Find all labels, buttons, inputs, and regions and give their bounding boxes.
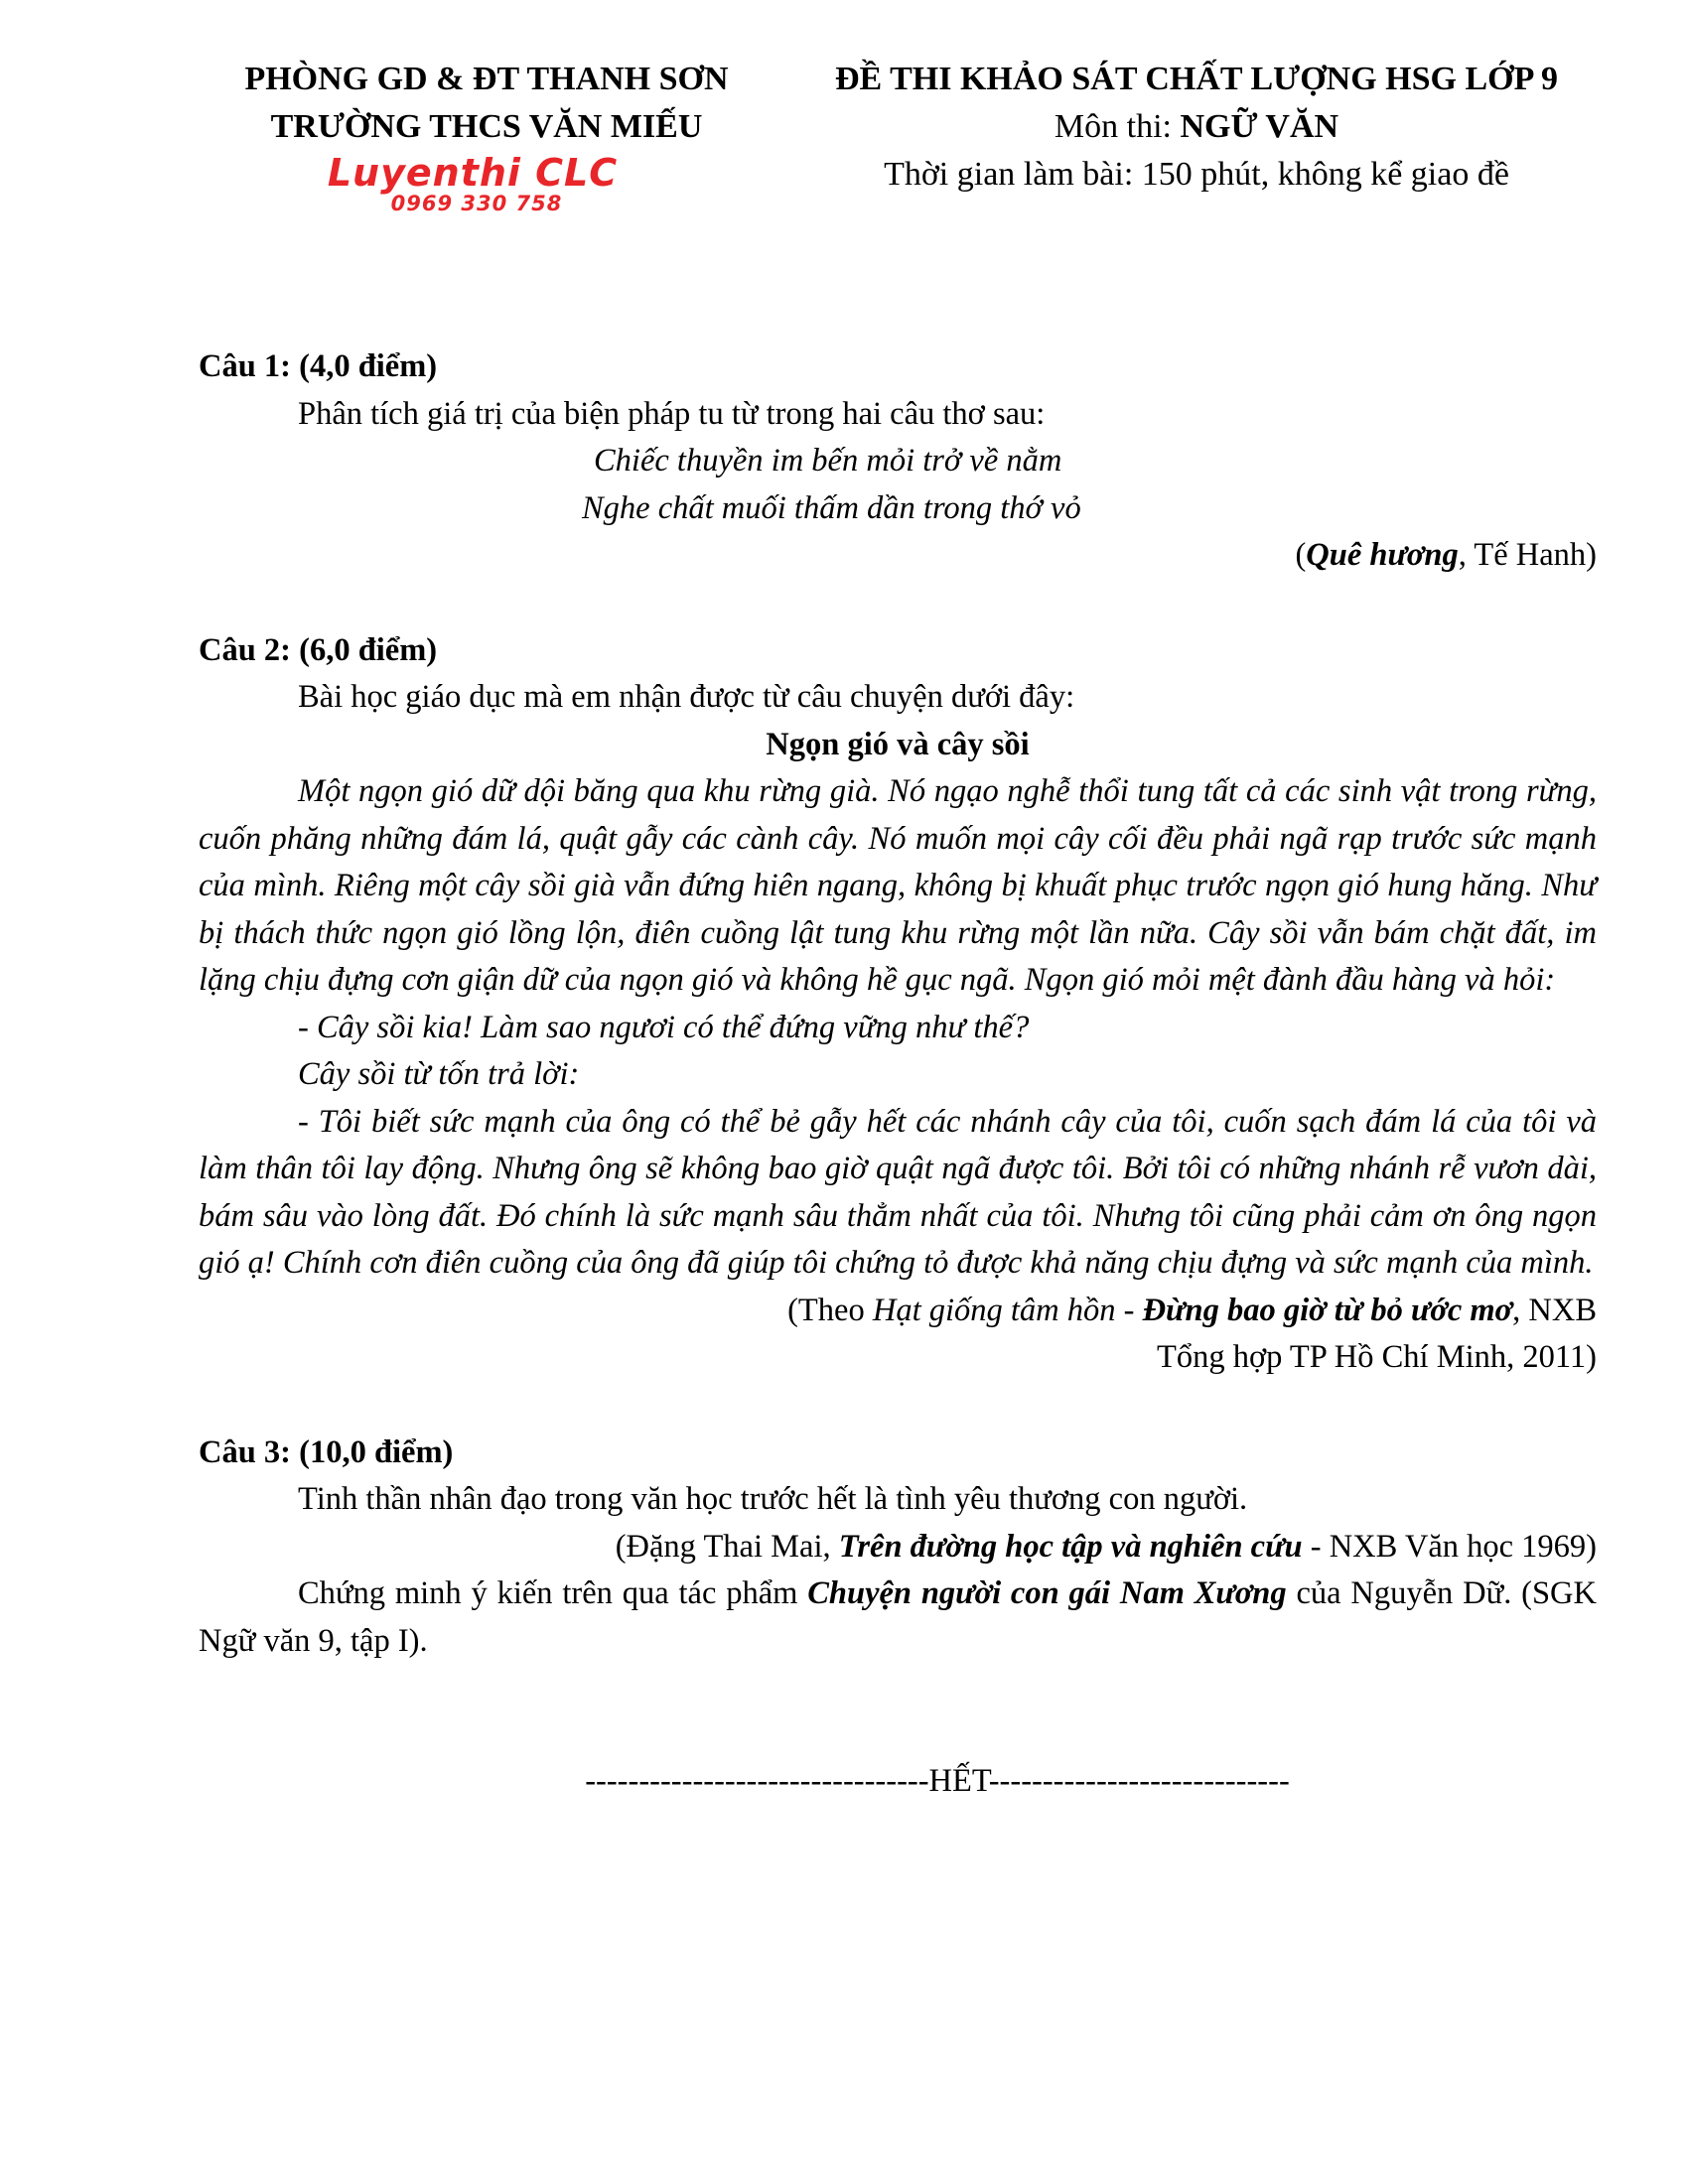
q1-prompt: Phân tích giá trị của biện pháp tu từ trong hai câu thơ sau:	[298, 395, 1046, 432]
q2-source-rest: , NXB	[1512, 1292, 1597, 1328]
q3-heading: Câu 3: (10,0 điểm)	[199, 1433, 454, 1470]
q3-task-title: Chuyện người con gái Nam Xương	[807, 1575, 1287, 1611]
spacer	[199, 580, 1597, 627]
q2-source-bold: Đừng bao giờ từ bỏ ước mơ	[1142, 1292, 1513, 1328]
q3-task	[199, 1570, 1597, 1665]
exam-subject	[784, 103, 1609, 151]
q2-source-line-2: Tổng hợp TP Hồ Chí Minh, 2011)	[1156, 1339, 1597, 1375]
q1-poem-line-1: Chiếc thuyền im bến mỏi trở về nằm	[594, 443, 1062, 478]
spacer	[199, 1382, 1597, 1430]
end-mark: --------------------------------HẾT----------------------------	[585, 1763, 1290, 1799]
header-left	[189, 56, 784, 216]
exam-title: ĐỀ THI KHẢO SÁT CHẤT LƯỢNG HSG LỚP 9	[834, 61, 1558, 97]
q2-prompt: Bài học giáo dục mà em nhận được từ câu chuyện dưới đây:	[298, 679, 1075, 715]
q2-source-dash: -	[1115, 1292, 1143, 1328]
q2-source-line-1	[199, 1288, 1597, 1335]
q2-heading: Câu 2: (6,0 điểm)	[199, 631, 438, 668]
q3-source-title: Trên đường học tập và nghiên cứu	[838, 1528, 1303, 1565]
exam-time: Thời gian làm bài: 150 phút, không kể giao đề	[884, 156, 1509, 193]
exam-body	[199, 343, 1597, 1806]
school-name: TRƯỜNG THCS VĂN MIẾU	[270, 108, 703, 145]
q2-source-open: (Theo	[787, 1292, 873, 1328]
subject-value: NGỮ VĂN	[1180, 108, 1339, 145]
story-paragraph-1: Một ngọn gió dữ dội băng qua khu rừng già. Nó ngạo nghễ thổi tung tất cả các sinh vật trong rừng, cuốn phăng những đám lá, quật gẫy các cành cây. Nó muốn mọi cây cối đều phải ngã rạp trước sức mạnh của mình. Riêng một cây sồi già vẫn đứng hiên ngang, không bị khuất phục trước ngọn gió hung hăng. Như bị thách thức ngọn gió lồng lộn, điên cuồng lật tung khu rừng một lần nữa. Cây sồi vẫn bám chặt đất, im lặng chịu đựng cơn giận dữ của ngọn gió và không hề gục ngã. Ngọn gió mỏi mệt đành đầu hàng và hỏi:	[199, 773, 1597, 998]
logo-text: Luyenthi CLC	[327, 151, 619, 195]
q1-source	[199, 532, 1597, 580]
q1-heading: Câu 1: (4,0 điểm)	[199, 348, 438, 384]
story-paragraph-4: - Tôi biết sức mạnh của ông có thể bẻ gẫy hết các nhánh cây của tôi, cuốn sạch đám lá của tôi và làm thân tôi lay động. Nhưng ông sẽ không bao giờ quật ngã được tôi. Bởi tôi có những nhánh rễ vươn dài, bám sâu vào lòng đất. Đó chính là sức mạnh sâu thẳm nhất của tôi. Nhưng tôi cũng phải cảm ơn ông ngọn gió ạ! Chính cơn điên cuồng của ông đã giúp tôi chứng tỏ được khả năng chịu đựng và sức mạnh của mình.	[199, 1103, 1597, 1281]
logo-phone: 0969 330 758	[390, 192, 563, 215]
subject-label: Môn thi:	[1054, 108, 1181, 145]
header-right	[784, 56, 1609, 199]
q3-source-open: (Đặng Thai Mai,	[615, 1528, 839, 1565]
story-paragraph-3: Cây sồi từ tốn trả lời:	[298, 1056, 580, 1092]
q3-quote: Tinh thần nhân đạo trong văn học trước hết là tình yêu thương con người.	[298, 1481, 1248, 1517]
q1-source-title: Quê hương	[1306, 537, 1459, 573]
q2-source-italic: Hạt giống tâm hồn	[872, 1292, 1116, 1328]
story-title: Ngọn gió và cây sồi	[766, 726, 1030, 762]
q3-source-rest: - NXB Văn học 1969)	[1302, 1528, 1597, 1565]
luyenthi-logo	[189, 153, 784, 216]
story-paragraph-2: - Cây sồi kia! Làm sao ngươi có thể đứng vững như thế?	[298, 1009, 1030, 1045]
q3-source	[199, 1524, 1597, 1571]
department-name: PHÒNG GD & ĐT THANH SƠN	[244, 61, 729, 97]
q1-poem-line-2: Nghe chất muối thấm dần trong thớ vỏ	[582, 489, 1081, 526]
q3-task-end: của Nguyễn Dữ. (SGK Ngữ văn 9, tập I).	[199, 1575, 1597, 1659]
q3-task-start: Chứng minh ý kiến trên qua tác phẩm	[298, 1575, 808, 1611]
q1-source-rest: , Tế Hanh)	[1458, 537, 1597, 573]
q1-source-open: (	[1295, 537, 1307, 573]
